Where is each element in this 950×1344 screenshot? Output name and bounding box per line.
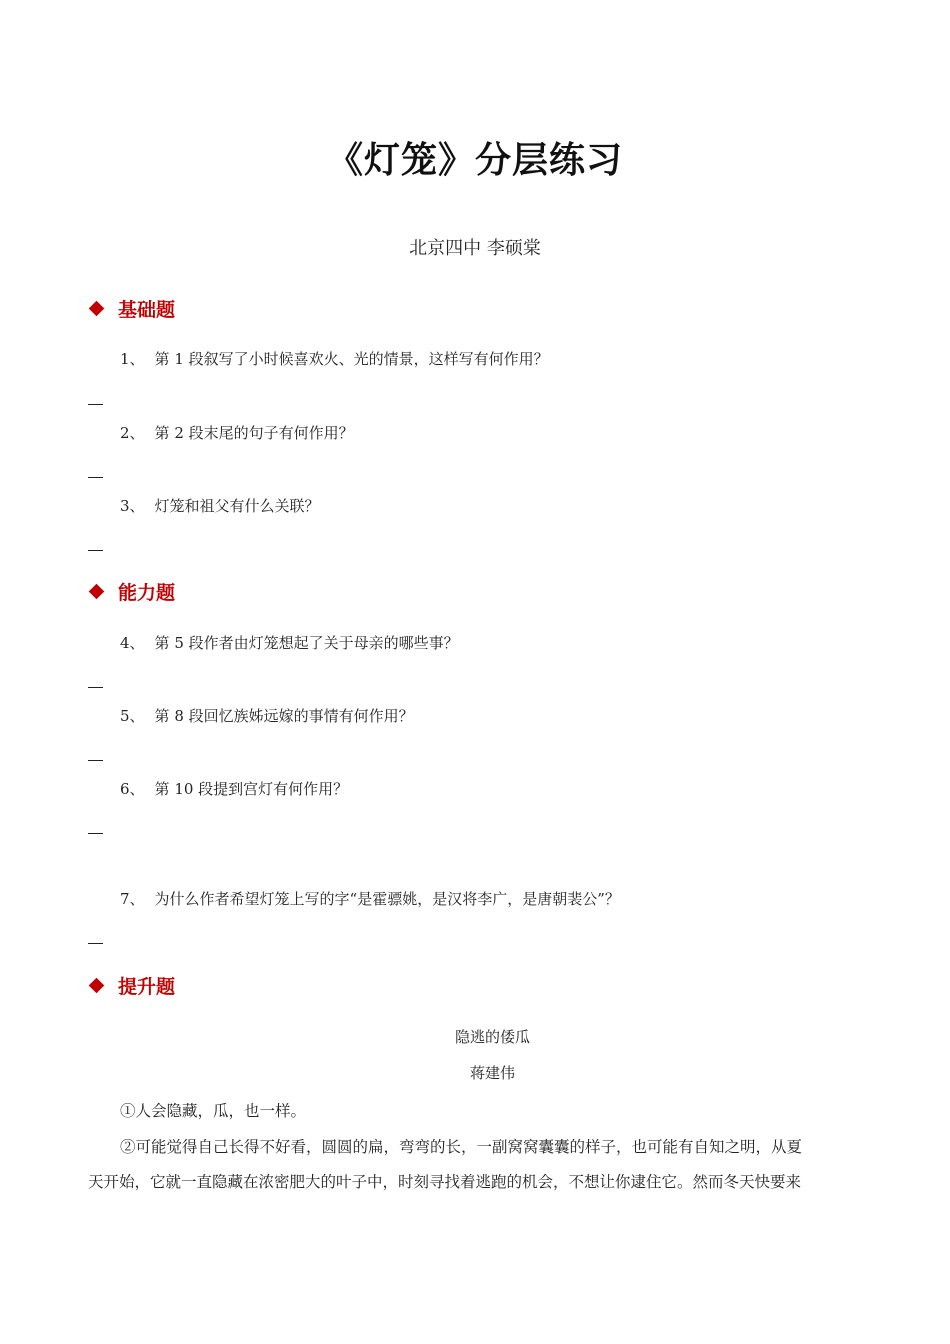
question-number: 2、 [120, 424, 145, 442]
answer-line [88, 833, 103, 834]
section-label: 提升题 [118, 975, 176, 998]
question-5 [120, 705, 414, 726]
diamond-bullet-icon [89, 300, 105, 316]
question-text: 第 2 段末尾的句子有何作用？ [154, 424, 354, 442]
question-4 [120, 632, 459, 653]
section-heading-advanced [88, 971, 175, 999]
question-number: 5、 [120, 707, 145, 725]
diamond-bullet-icon [89, 583, 105, 599]
question-number: 7、 [120, 890, 145, 908]
question-text: 第 10 段提到宫灯有何作用？ [154, 780, 349, 798]
passage-author: 蒋建伟 [469, 1064, 515, 1082]
passage-title: 隐逃的倭瓜 [454, 1028, 530, 1046]
answer-line [88, 550, 103, 551]
passage-paragraph-2-cont: 天开始，它就一直隐藏在浓密肥大的叶子中，时刻寻找着逃跑的机会，不想让你逮住它。然而冬天快要来 [88, 1173, 802, 1191]
section-heading-ability [88, 577, 175, 605]
section-heading-basic [88, 294, 175, 322]
document-title: 《灯笼》分层练习 [326, 140, 623, 181]
passage-paragraph-2: ②可能觉得自己长得不好看，圆圆的扁，弯弯的长，一副窝窝囊囊的样子，也可能有自知之明，从夏 [120, 1138, 803, 1156]
question-text: 为什么作者希望灯笼上写的字“是霍骠姚，是汉将李广，是唐朝裴公”？ [154, 890, 620, 908]
section-label: 基础题 [118, 298, 176, 321]
answer-line [88, 943, 103, 944]
question-text: 灯笼和祖父有什么关联？ [154, 497, 320, 515]
answer-line [88, 477, 103, 478]
passage-paragraph-1: ①人会隐藏，瓜，也一样。 [120, 1102, 307, 1120]
question-number: 4、 [120, 634, 145, 652]
question-1 [120, 348, 549, 369]
question-number: 1、 [120, 350, 145, 368]
question-number: 6、 [120, 780, 145, 798]
question-text: 第 1 段叙写了小时候喜欢火、光的情景，这样写有何作用？ [154, 350, 549, 368]
answer-line [88, 404, 103, 405]
answer-line [88, 760, 103, 761]
diamond-bullet-icon [89, 977, 105, 993]
question-7 [120, 888, 620, 909]
question-text: 第 8 段回忆族姊远嫁的事情有何作用？ [154, 707, 414, 725]
answer-line [88, 687, 103, 688]
question-2 [120, 422, 354, 443]
document-author: 北京四中 李硕棠 [409, 238, 541, 259]
section-label: 能力题 [118, 581, 176, 604]
question-3 [120, 495, 320, 516]
question-6 [120, 778, 348, 799]
question-text: 第 5 段作者由灯笼想起了关于母亲的哪些事？ [154, 634, 459, 652]
question-number: 3、 [120, 497, 145, 515]
